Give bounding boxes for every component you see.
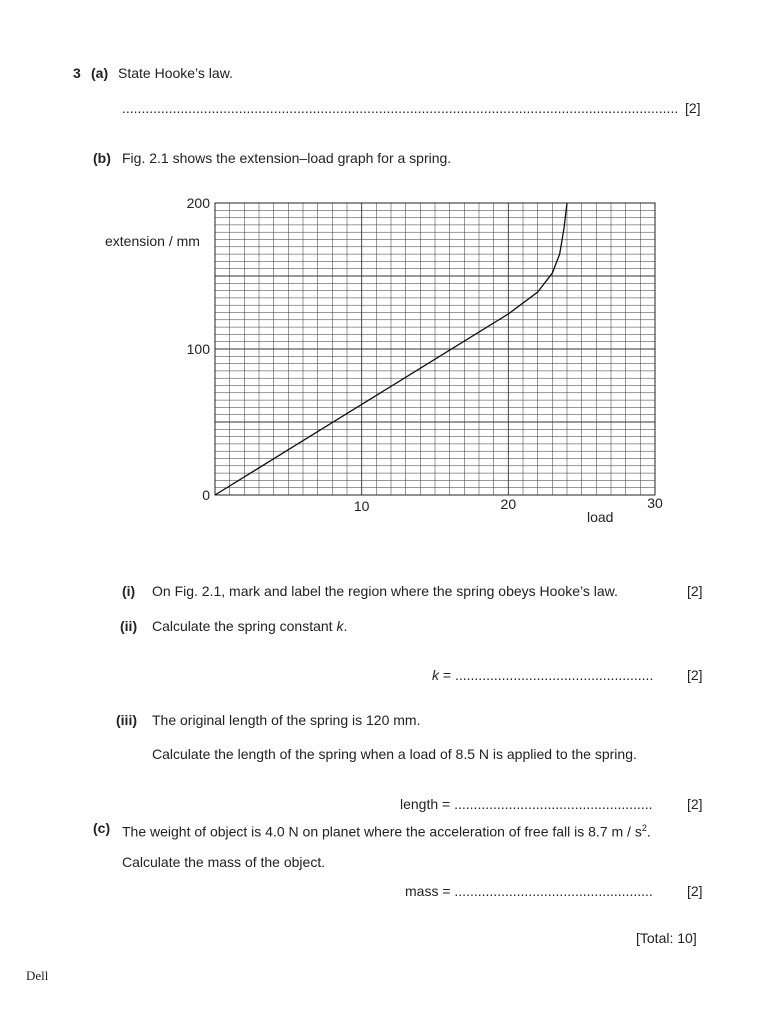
part-bii-text <box>152 618 347 635</box>
part-biii-marks: [2] <box>687 796 703 812</box>
part-biii-label: (iii) <box>116 712 137 728</box>
y-tick-label: 100 <box>186 341 210 357</box>
part-bii-answer[interactable] <box>432 667 653 684</box>
part-c-answer-label: mass = <box>405 883 455 899</box>
part-c-answer[interactable] <box>405 883 653 900</box>
x-tick-label: 30 <box>647 495 663 511</box>
part-c-label: (c) <box>93 820 111 836</box>
part-b-label: (b) <box>93 150 111 166</box>
y-tick-label: 200 <box>186 195 210 211</box>
part-a-answer-line[interactable]: ............................................................................................................................................... <box>122 100 679 116</box>
part-bii-answer-var: k <box>432 667 439 683</box>
part-a-text: State Hooke’s law. <box>118 65 233 81</box>
total-marks: [Total: 10] <box>636 930 697 946</box>
part-bii-answer-eq: = <box>439 667 455 683</box>
part-bii-marks: [2] <box>687 667 703 683</box>
part-bii-text-suffix: . <box>343 618 348 634</box>
part-biii-answer-label: length = <box>400 796 455 812</box>
part-c-text1-end: . <box>646 823 651 840</box>
part-b-text: Fig. 2.1 shows the extension–load graph for a spring. <box>122 150 452 166</box>
question-number: 3 <box>73 65 81 81</box>
part-biii-answer[interactable] <box>400 796 652 813</box>
part-bi-label: (i) <box>122 583 136 599</box>
part-c-text1-main: The weight of object is 4.0 N on planet where the acceleration of free fall is 8.7 m / s <box>122 823 642 840</box>
part-c-text1-sup: 2 <box>641 823 647 833</box>
part-biii-text2: Calculate the length of the spring when a load of 8.5 N is applied to the spring. <box>152 746 637 762</box>
part-bi-text: On Fig. 2.1, mark and label the region where the spring obeys Hooke’s law. <box>152 583 618 599</box>
footer-watermark: Dell <box>26 968 49 983</box>
chart-tick-labels <box>187 195 663 514</box>
chart-grid <box>215 203 655 495</box>
part-bii-answer-line: ................................................... <box>454 667 654 683</box>
x-axis-label: load <box>587 509 614 525</box>
x-tick-label: 10 <box>353 498 370 514</box>
part-bii-label: (ii) <box>120 618 138 634</box>
part-a-label: (a) <box>91 65 109 81</box>
part-biii-answer-line: ................................................... <box>454 796 653 812</box>
part-biii-text1: The original length of the spring is 120 mm. <box>152 712 421 728</box>
y-axis-label: extension / mm <box>105 233 200 249</box>
part-c-text2: Calculate the mass of the object. <box>122 854 326 870</box>
part-a-marks: [2] <box>685 100 701 116</box>
part-c-marks: [2] <box>687 883 703 899</box>
y-tick-label: 0 <box>202 487 210 503</box>
x-tick-label: 20 <box>500 496 517 512</box>
part-c-text1 <box>122 820 651 841</box>
part-bi-marks: [2] <box>687 583 703 599</box>
part-bii-text-var: k <box>336 618 344 634</box>
part-c-answer-line: ................................................... <box>454 883 653 899</box>
part-bii-text-prefix: Calculate the spring constant <box>152 618 337 634</box>
